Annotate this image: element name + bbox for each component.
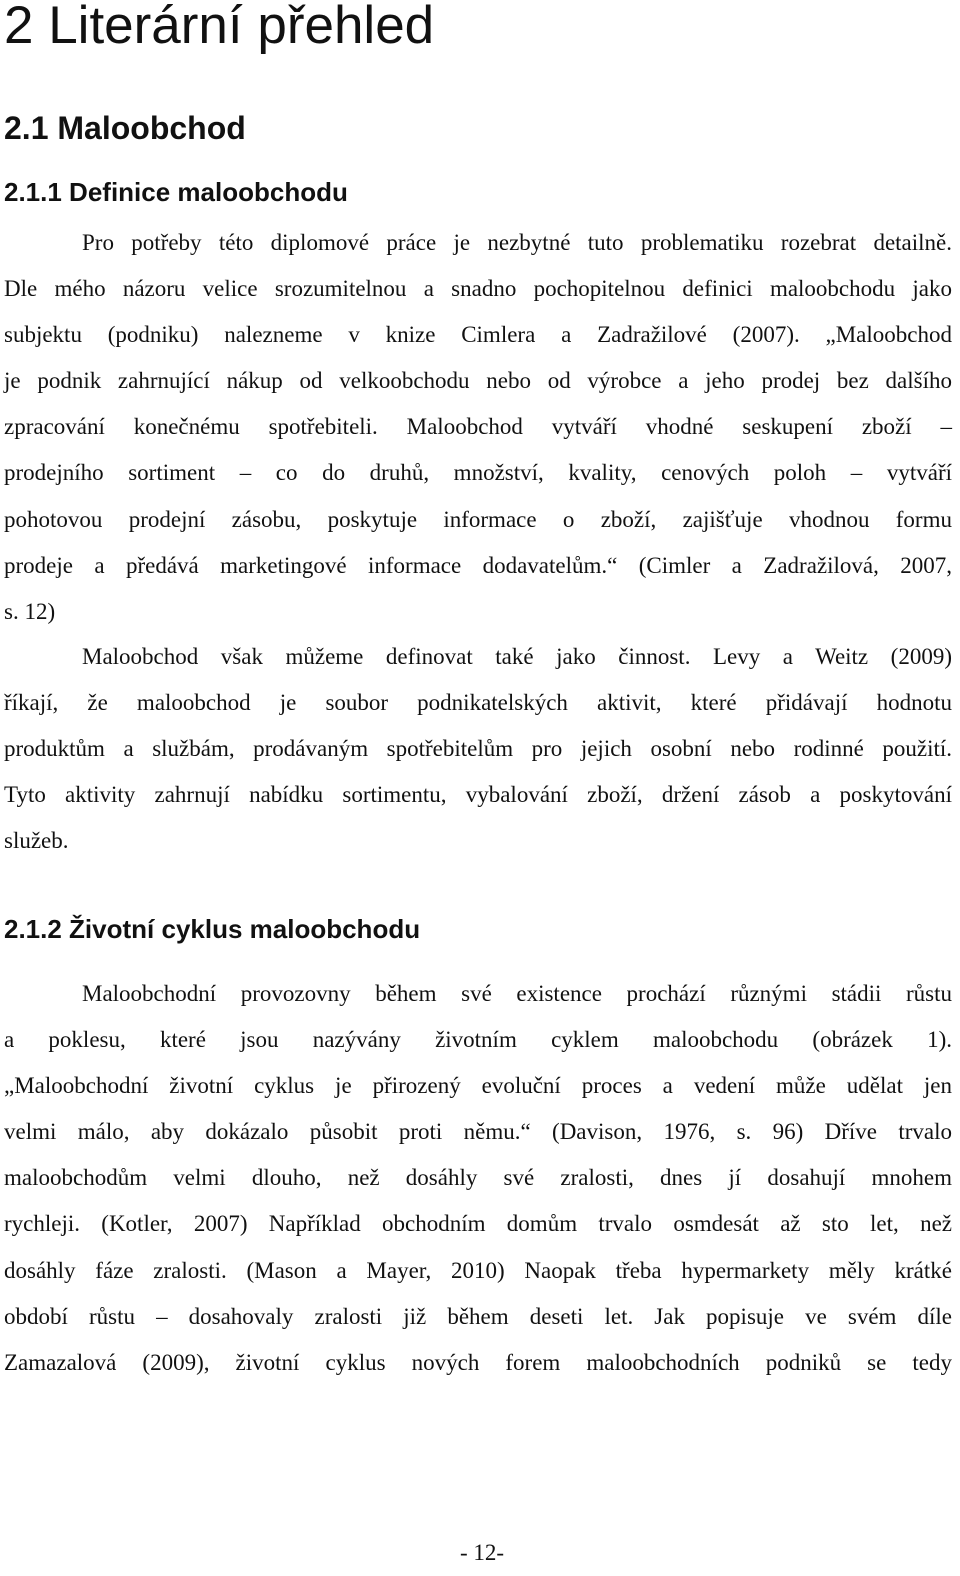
paragraph-definition-1 [4, 220, 952, 635]
text-line: dosáhly fáze zralosti. (Mason a Mayer, 2010) Naopak třeba hypermarkety měly krátké [4, 1257, 952, 1283]
text-line: Maloobchod však můžeme definovat také jako činnost. Levy a Weitz (2009) [82, 644, 952, 669]
text-line: Tyto aktivity zahrnují nabídku sortimentu, vybalování zboží, držení zásob a poskytování [4, 782, 952, 808]
text-line: říkají, že maloobchod je soubor podnikatelských aktivit, které přidávají hodnotu [4, 690, 952, 716]
text-line: s. 12) [4, 598, 56, 624]
text-line: a poklesu, které jsou nazývány životním cyklem maloobchodu (obrázek 1). [4, 1027, 952, 1053]
text-line: Dle mého názoru velice srozumitelnou a snadno pochopitelnou definici maloobchodu jako [4, 276, 952, 302]
text-line: Pro potřeby této diplomové práce je nezbytné tuto problematiku rozebrat detailně. [82, 230, 952, 255]
text-line: období růstu – dosahovaly zralosti již během deseti let. Jak popisuje ve svém díle [4, 1303, 952, 1329]
page-number: - 12- [459, 1540, 505, 1565]
text-line: velmi málo, aby dokázalo působit proti němu.“ (Davison, 1976, s. 96) Dříve trvalo [4, 1119, 952, 1145]
text-line: rychleji. (Kotler, 2007) Například obchodním domům trvalo osmdesát až sto let, než [4, 1211, 952, 1237]
text-line: produktům a službám, prodávaným spotřebitelům pro jejich osobní nebo rodinné použití. [4, 736, 952, 762]
text-line: je podnik zahrnující nákup od velkoobchodu nebo od výrobce a jeho prodej bez dalšího [4, 368, 952, 394]
text-line: prodeje a předává marketingové informace dodavatelům.“ (Cimler a Zadražilová, 2007, [4, 552, 952, 578]
text-line: subjektu (podniku) nalezneme v knize Cimlera a Zadražilové (2007). „Maloobchod [4, 322, 952, 348]
text-line: Maloobchodní provozovny během své existence prochází různými stádii růstu [82, 981, 952, 1006]
subsection-title-definition: 2.1.1 Definice maloobchodu [4, 177, 348, 207]
text-line: prodejního sortiment – co do druhů, množství, kvality, cenových poloh – vytváří [4, 460, 952, 486]
chapter-title: 2 Literární přehled [4, 0, 435, 55]
paragraph-definition-2 [4, 634, 952, 864]
text-line: Zamazalová (2009), životní cyklus nových forem maloobchodních podniků se tedy [4, 1349, 952, 1375]
text-line: pohotovou prodejní zásobu, poskytuje informace o zboží, zajišťuje vhodnou formu [4, 506, 952, 532]
text-line: maloobchodům velmi dlouho, než dosáhly své zralosti, dnes jí dosahují mnohem [4, 1165, 952, 1191]
text-line: služeb. [4, 828, 69, 854]
section-title: 2.1 Maloobchod [4, 110, 246, 146]
text-line: zpracování konečnému spotřebiteli. Maloobchod vytváří vhodné seskupení zboží – [4, 414, 952, 440]
paragraph-lifecycle-1 [4, 971, 952, 1386]
subsection-title-lifecycle: 2.1.2 Životní cyklus maloobchodu [4, 914, 421, 944]
text-line: „Maloobchodní životní cyklus je přirozený evoluční proces a vedení může udělat jen [4, 1073, 952, 1099]
